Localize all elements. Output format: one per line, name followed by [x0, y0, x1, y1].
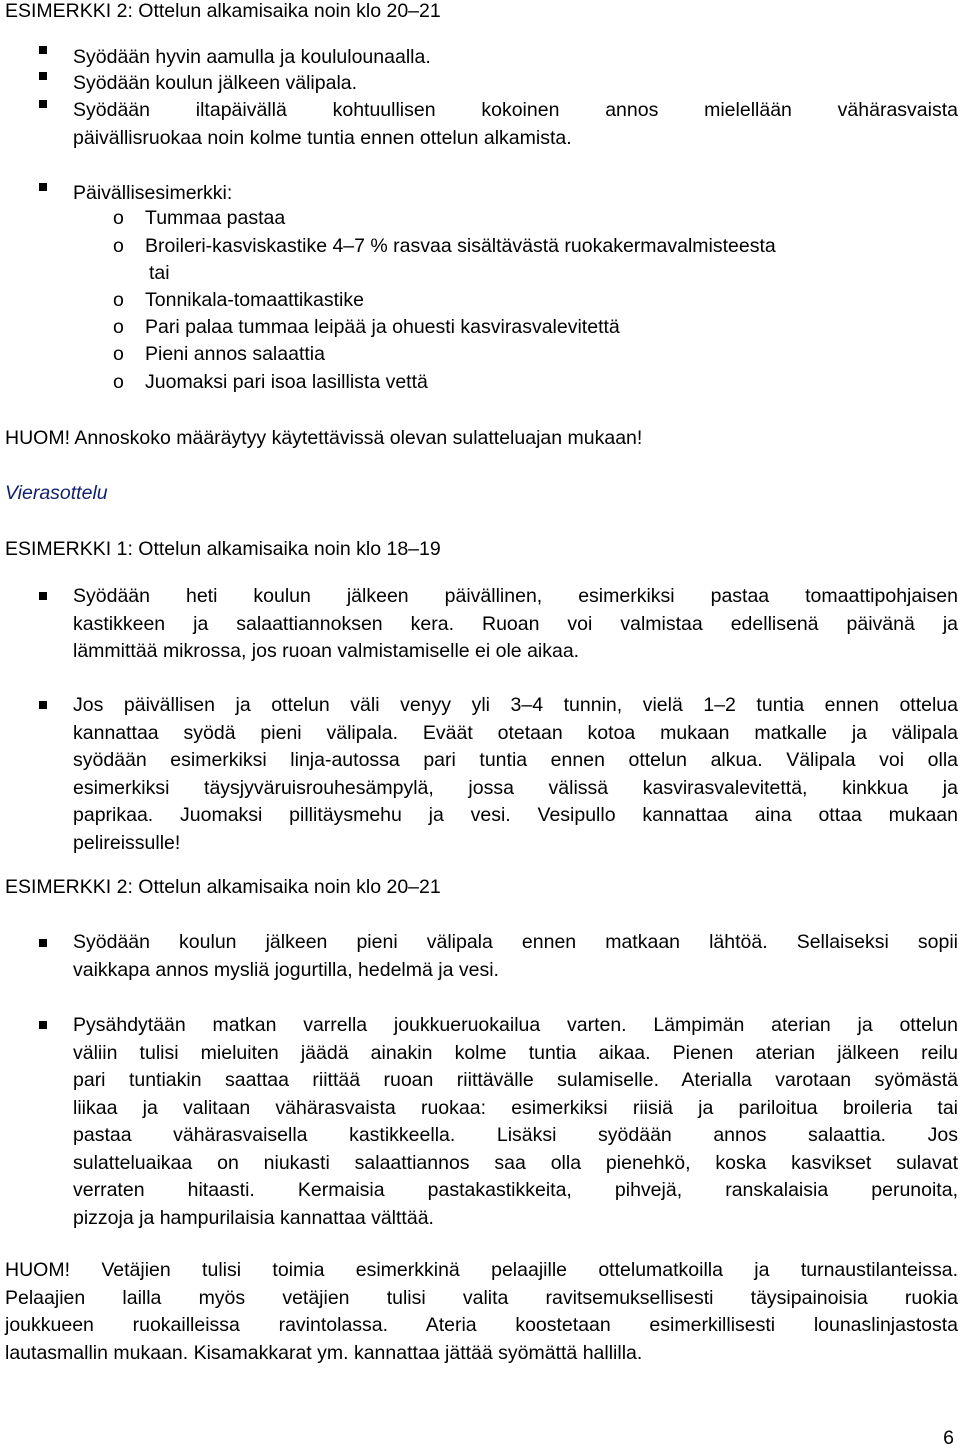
note-line: joukkueen ruokailleissa ravintolassa. Ateria koostetaan esimerkillisesti lounaslinjastosta — [5, 1314, 958, 1336]
sub-list-item-continued: tai — [149, 262, 170, 284]
sub-list-item: Tonnikala-tomaattikastike — [145, 289, 364, 311]
sub-bullet-marker: o — [113, 371, 124, 393]
list-item-line: Syödään heti koulun jälkeen päivällinen, esimerkiksi pastaa tomaattipohjaisen — [73, 585, 958, 607]
list-item — [73, 692, 958, 857]
heading-example-2: ESIMERKKI 2: Ottelun alkamisaika noin klo 20–21 — [5, 876, 441, 898]
list-item: Syödään hyvin aamulla ja koululounaalla. — [73, 46, 431, 68]
list-item-line: Syödään iltapäivällä kohtuullisen kokoinen annos mielellään vähärasvaista — [73, 99, 958, 121]
sub-list-item: Pieni annos salaattia — [145, 343, 325, 365]
sub-bullet-marker: o — [113, 343, 124, 365]
sub-list-item: Tummaa pastaa — [145, 207, 286, 229]
list-item-line: pastaa vähärasvaisella kastikkeella. Lisäksi syödään annos salaattia. Jos — [73, 1124, 958, 1146]
list-item-line: sulatteluaikaa on niukasti salaattiannos saa olla pienehkö, koska kasvikset sulavat — [73, 1151, 958, 1174]
heading-example-1: ESIMERKKI 1: Ottelun alkamisaika noin klo 18–19 — [5, 538, 441, 560]
sub-list-item: Broileri-kasviskastike 4–7 % rasvaa sisältävästä ruokakermavalmisteesta — [145, 235, 776, 257]
note-line: Pelaajien lailla myös vetäjien tulisi valita ravitsemuksellisesti täysipainoisia ruokia — [5, 1286, 958, 1309]
list-item — [73, 1012, 958, 1232]
list-item: Syödään koulun jälkeen välipala. — [73, 72, 358, 94]
list-item-line: liikaa ja valitaan vähärasvaista ruokaa: esimerkiksi riisiä ja pariloitua broileria tai — [73, 1096, 958, 1119]
note-line: lautasmallin mukaan. Kisamakkarat ym. kannattaa jättää syömättä hallilla. — [5, 1341, 643, 1364]
list-item-line: pari tuntiakin saattaa riittää ruoan riittävälle sulamiselle. Aterialla varotaan syömästä — [73, 1069, 958, 1091]
bullet-icon — [39, 939, 47, 947]
list-item-line: kastikkeen ja salaattiannoksen kera. Ruoan voi valmistaa edellisenä päivänä ja — [73, 612, 958, 635]
bullet-icon — [39, 701, 47, 709]
list-item-line: Jos päivällisen ja ottelun väli venyy yli 3–4 tunnin, vielä 1–2 tuntia ennen ottelua — [73, 694, 958, 716]
section-title-away-game: Vierasottelu — [5, 482, 108, 504]
note-leaders — [5, 1257, 958, 1367]
bullet-icon — [39, 1021, 47, 1029]
sub-bullet-marker: o — [113, 235, 124, 257]
example-label: Päivällisesimerkki: — [73, 182, 233, 204]
bullet-icon — [39, 72, 47, 80]
list-item — [73, 583, 958, 666]
sub-bullet-marker: o — [113, 316, 124, 338]
list-item-line: verraten hitaasti. Kermaisia pastakastikkeita, pihvejä, ranskalaisia perunoita, — [73, 1179, 958, 1201]
note-line: HUOM! Vetäjien tulisi toimia esimerkkinä pelaajille ottelumatkoilla ja turnaustilanteissa. — [5, 1259, 958, 1281]
list-item-line: Pysähdytään matkan varrella joukkueruokailua varten. Lämpimän aterian ja ottelun — [73, 1014, 958, 1036]
page-number: 6 — [943, 1427, 954, 1449]
note-portion-size: HUOM! Annoskoko määräytyy käytettävissä olevan sulatteluajan mukaan! — [5, 427, 643, 449]
list-item-line: päivällisruokaa noin kolme tuntia ennen ottelun alkamista. — [73, 126, 572, 149]
list-item-line: lämmittää mikrossa, jos ruoan valmistamiselle ei ole aikaa. — [73, 640, 580, 662]
list-item-line: vaikkapa annos mysliä jogurtilla, hedelmä ja vesi. — [73, 958, 499, 981]
sub-list-item: Pari palaa tummaa leipää ja ohuesti kasvirasvalevitettä — [145, 316, 620, 338]
list-item-line: pelireissulle! — [73, 831, 181, 854]
list-item-line: kannattaa syödä pieni välipala. Eväät otetaan kotoa mukaan matkalle ja välipala — [73, 721, 958, 744]
bullet-icon — [39, 592, 47, 600]
bullet-icon — [39, 100, 47, 108]
list-item-line: väliin tulisi mieluiten jäädä ainakin kolme tuntia aikaa. Pienen aterian jälkeen reilu — [73, 1041, 958, 1064]
sub-list-item: Juomaksi pari isoa lasillista vettä — [145, 371, 428, 393]
list-item-line: esimerkiksi täysjyväruisrouhesämpylä, jossa välissä kasvirasvalevitettä, kinkkua ja — [73, 776, 958, 799]
sub-bullet-marker: o — [113, 207, 124, 229]
list-item-line: pizzoja ja hampurilaisia kannattaa välttää. — [73, 1206, 434, 1229]
list-item-line: paprikaa. Juomaksi pillitäysmehu ja vesi. Vesipullo kannattaa aina ottaa mukaan — [73, 804, 958, 826]
bullet-icon — [39, 46, 47, 54]
list-item — [73, 97, 958, 152]
list-item-line: syödään esimerkiksi linja-autossa pari tuntia ennen ottelun alkua. Välipala voi olla — [73, 749, 958, 771]
bullet-icon — [39, 183, 47, 191]
heading-example-2-top: ESIMERKKI 2: Ottelun alkamisaika noin klo 20–21 — [5, 0, 441, 22]
sub-bullet-marker: o — [113, 289, 124, 311]
list-item — [73, 929, 958, 984]
list-item-line: Syödään koulun jälkeen pieni välipala ennen matkaan lähtöä. Sellaiseksi sopii — [73, 931, 958, 953]
